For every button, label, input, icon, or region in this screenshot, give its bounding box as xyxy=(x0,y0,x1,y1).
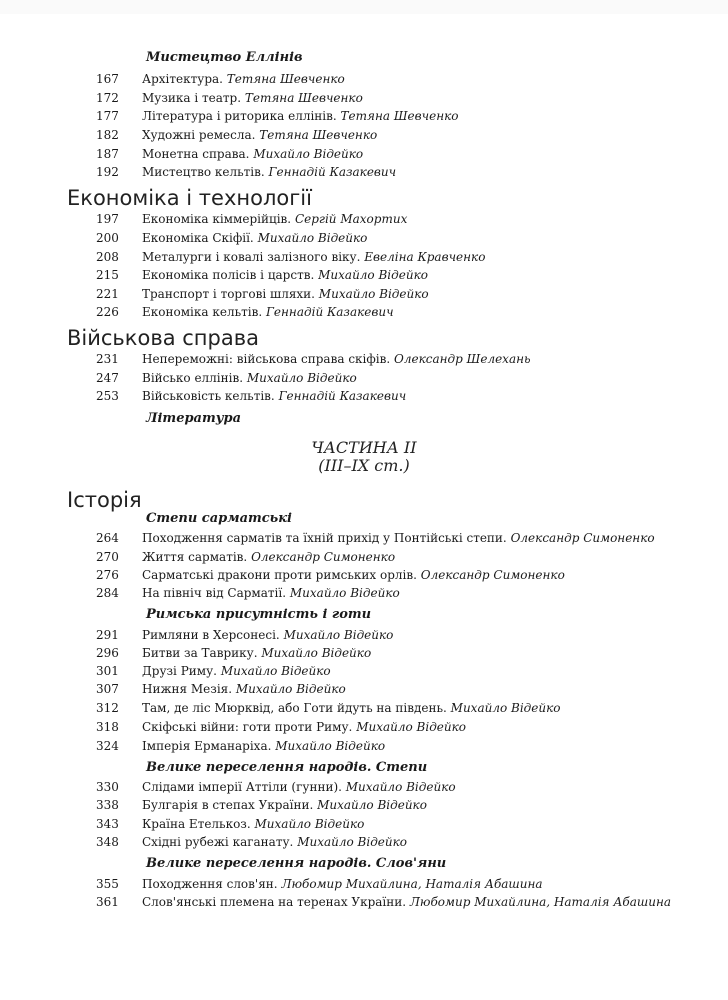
page-number: 172 xyxy=(96,91,119,105)
entry-author: Михайло Відейко xyxy=(289,586,400,600)
entry-author: Михайло Відейко xyxy=(345,780,456,794)
page-number: 231 xyxy=(96,352,119,366)
entry-author: Михайло Відейко xyxy=(283,628,394,642)
entry-author: Геннадій Казакевич xyxy=(265,305,394,319)
entry-author: Михайло Відейко xyxy=(253,147,364,161)
entry-author: Евеліна Кравченко xyxy=(364,250,486,264)
page-number: 200 xyxy=(96,231,119,245)
entry-author: Любомир Михайлина, Наталія Абашина xyxy=(409,895,672,909)
entry-title: Металурги і ковалі залізного віку. xyxy=(142,250,361,264)
entry-author: Сергій Махортих xyxy=(294,212,408,226)
entry-title: Країна Етелькоз. xyxy=(142,817,251,831)
toc-entry xyxy=(96,145,363,163)
entry-author: Тетяна Шевченко xyxy=(340,109,459,123)
page-number: 312 xyxy=(96,701,119,715)
entry-author: Михайло Відейко xyxy=(356,720,467,734)
entry-title: Походження сарматів та їхній прихід у Понтійські степи. xyxy=(142,531,507,545)
page-number: 355 xyxy=(96,877,119,891)
entry-title: Римляни в Херсонесі. xyxy=(142,628,280,642)
entry-title: Література і риторика еллінів. xyxy=(142,109,337,123)
entry-author: Олександр Симоненко xyxy=(420,568,565,582)
page-number: 361 xyxy=(96,895,119,909)
subsection-title: Мистецтво Еллінів xyxy=(146,50,303,65)
toc-entry xyxy=(96,163,396,181)
page-number: 221 xyxy=(96,287,119,301)
toc-entry xyxy=(96,833,407,851)
entry-title: Економіка полісів і царств. xyxy=(142,268,315,282)
entry-title: Художні ремесла. xyxy=(142,128,256,142)
page-number: 296 xyxy=(96,646,119,660)
page-number: 264 xyxy=(96,531,119,545)
toc-entry xyxy=(96,662,331,680)
toc-entry xyxy=(96,387,406,405)
toc-entry xyxy=(96,778,456,796)
part-title: ЧАСТИНА ІІ xyxy=(311,438,417,457)
entry-title: Монетна справа. xyxy=(142,147,250,161)
entry-author: Олександр Симоненко xyxy=(510,531,655,545)
page-number: 284 xyxy=(96,586,119,600)
entry-title: Походження слов'ян. xyxy=(142,877,278,891)
entry-title: Битви за Таврику. xyxy=(142,646,258,660)
toc-entry xyxy=(96,796,427,814)
entry-author: Михайло Відейко xyxy=(246,371,357,385)
entry-author: Михайло Відейко xyxy=(257,231,368,245)
entry-title: Життя сарматів. xyxy=(142,550,248,564)
page-number: 348 xyxy=(96,835,119,849)
page-number: 226 xyxy=(96,305,119,319)
page-number: 343 xyxy=(96,817,119,831)
entry-author: Михайло Відейко xyxy=(254,817,365,831)
entry-title: Економіка кіммерійців. xyxy=(142,212,292,226)
entry-author: Михайло Відейко xyxy=(317,798,427,812)
page-number: 177 xyxy=(96,109,119,123)
entry-title: Економіка Скіфії. xyxy=(142,231,254,245)
page-number: 276 xyxy=(96,568,119,582)
toc-entry xyxy=(96,815,364,833)
page-number: 247 xyxy=(96,371,119,385)
entry-title: Імперія Ерманаріха. xyxy=(142,739,272,753)
entry-author: Михайло Відейко xyxy=(318,287,429,301)
section-heading: Економіка і технології xyxy=(67,186,312,210)
entry-author: Михайло Відейко xyxy=(235,682,346,696)
toc-entry xyxy=(96,107,459,125)
entry-title: Слов'янські племена на теренах України. xyxy=(142,895,407,909)
entry-author: Геннадій Казакевич xyxy=(278,389,407,403)
part-period: (ІІІ–ІХ ст.) xyxy=(318,456,410,475)
entry-author: Михайло Відейко xyxy=(297,835,408,849)
toc-entry xyxy=(96,285,429,303)
page-number: 291 xyxy=(96,628,119,642)
entry-author: Михайло Відейко xyxy=(450,701,561,715)
entry-author: Олександр Шелехань xyxy=(394,352,531,366)
toc-entry xyxy=(96,529,655,547)
toc-entry xyxy=(96,644,371,662)
toc-entry xyxy=(96,350,531,368)
entry-title: Економіка кельтів. xyxy=(142,305,263,319)
page-number: 338 xyxy=(96,798,119,812)
entry-author: Тетяна Шевченко xyxy=(226,72,345,86)
toc-entry xyxy=(96,369,357,387)
page-number: 330 xyxy=(96,780,119,794)
toc-entry xyxy=(96,699,560,717)
entry-title: Слідами імперії Аттіли (гунни). xyxy=(142,780,342,794)
toc-entry xyxy=(96,210,407,228)
entry-author: Олександр Симоненко xyxy=(251,550,396,564)
entry-title: Сарматські дракони проти римських орлів. xyxy=(142,568,417,582)
subsection-title: Велике переселення народів. Степи xyxy=(146,760,428,775)
page-number: 187 xyxy=(96,147,119,161)
toc-entry xyxy=(96,266,428,284)
toc-entry xyxy=(96,893,671,911)
entry-title: Музика і театр. xyxy=(142,91,242,105)
page-number: 197 xyxy=(96,212,119,226)
page-number: 182 xyxy=(96,128,119,142)
toc-entry xyxy=(96,626,393,644)
subsection-title: Велике переселення народів. Слов'яни xyxy=(146,856,447,871)
page-number: 215 xyxy=(96,268,119,282)
entry-title: Військовість кельтів. xyxy=(142,389,275,403)
section-heading: Історія xyxy=(67,488,142,512)
toc-entry xyxy=(96,718,466,736)
page-number: 307 xyxy=(96,682,119,696)
entry-title: Військо еллінів. xyxy=(142,371,244,385)
page-number: 270 xyxy=(96,550,119,564)
subsection-title: Література xyxy=(146,411,242,426)
toc-entry xyxy=(96,566,565,584)
subsection-title: Римська присутність і готи xyxy=(146,607,372,622)
page-number: 253 xyxy=(96,389,119,403)
page-top-edge xyxy=(0,0,728,14)
toc-entry xyxy=(96,248,485,266)
section-heading: Військова справа xyxy=(67,326,259,350)
toc-entry xyxy=(96,70,345,88)
toc-entry xyxy=(96,875,543,893)
toc-entry xyxy=(96,584,400,602)
entry-title: Булгарія в степах України. xyxy=(142,798,314,812)
entry-title: Скіфські війни: готи проти Риму. xyxy=(142,720,353,734)
entry-author: Тетяна Шевченко xyxy=(259,128,378,142)
entry-title: Непереможні: військова справа скіфів. xyxy=(142,352,391,366)
subsection-title: Степи сарматські xyxy=(146,511,292,526)
toc-entry xyxy=(96,548,395,566)
entry-author: Михайло Відейко xyxy=(261,646,372,660)
entry-title: Друзі Риму. xyxy=(142,664,217,678)
page-number: 318 xyxy=(96,720,119,734)
entry-author: Геннадій Казакевич xyxy=(268,165,397,179)
toc-entry xyxy=(96,229,367,247)
toc-entry xyxy=(96,737,385,755)
entry-author: Михайло Відейко xyxy=(275,739,386,753)
entry-author: Любомир Михайлина, Наталія Абашина xyxy=(281,877,543,891)
entry-title: Транспорт і торгові шляхи. xyxy=(142,287,315,301)
toc-entry xyxy=(96,303,394,321)
entry-title: Мистецтво кельтів. xyxy=(142,165,265,179)
page-number: 192 xyxy=(96,165,119,179)
entry-author: Михайло Відейко xyxy=(220,664,331,678)
entry-author: Михайло Відейко xyxy=(318,268,428,282)
entry-title: На північ від Сарматії. xyxy=(142,586,287,600)
page-number: 301 xyxy=(96,664,119,678)
entry-title: Нижня Мезія. xyxy=(142,682,233,696)
page-number: 208 xyxy=(96,250,119,264)
entry-title: Східні рубежі каганату. xyxy=(142,835,294,849)
toc-entry xyxy=(96,89,363,107)
entry-title: Архітектура. xyxy=(142,72,223,86)
entry-author: Тетяна Шевченко xyxy=(244,91,363,105)
entry-title: Там, де ліс Мюрквід, або Готи йдуть на південь. xyxy=(142,701,447,715)
page-number: 324 xyxy=(96,739,119,753)
toc-entry xyxy=(96,126,377,144)
toc-entry xyxy=(96,680,346,698)
page-number: 167 xyxy=(96,72,119,86)
